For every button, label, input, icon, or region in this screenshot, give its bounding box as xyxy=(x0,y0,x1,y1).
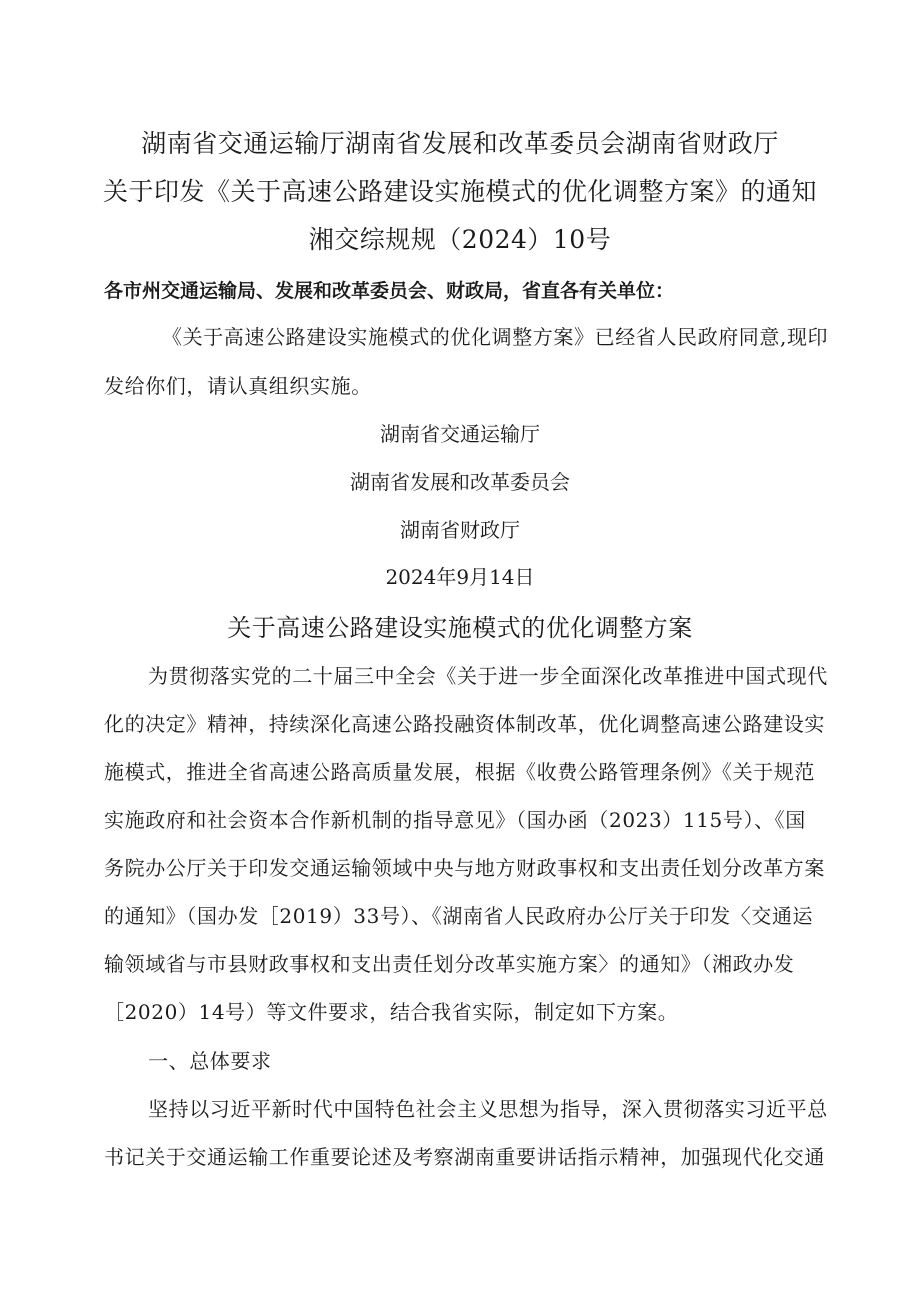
plan-paragraph-line: 输领域省与市县财政事权和支出责任划分改革实施方案〉的通知》（湘政办发 xyxy=(104,952,795,976)
plan-paragraph-line: 施模式，推进全省高速公路高质量发展，根据《收费公路管理条例》《关于规范 xyxy=(104,760,815,784)
plan-paragraph-line: 为贯彻落实党的二十届三中全会《关于进一步全面深化改革推进中国式现代 xyxy=(148,664,828,688)
plan-paragraph-line: 化的决定》精神，持续深化高速公路投融资体制改革，优化调整高速公路建设实 xyxy=(104,712,825,736)
notice-body-line2: 发给你们，请认真组织实施。 xyxy=(104,374,372,398)
addressee: 各市州交通运输局、发展和改革委员会、财政局，省直各有关单位： xyxy=(104,280,675,302)
document-title-line1: 湖南省交通运输厅湖南省发展和改革委员会湖南省财政厅 xyxy=(141,129,779,158)
issue-date: 2024年9月14日 xyxy=(385,565,535,589)
section-heading-overall-requirements: 一、总体要求 xyxy=(148,1049,272,1073)
document-number: 湘交综规规（2024）10号 xyxy=(308,225,612,254)
document-title-line2: 关于印发《关于高速公路建设实施模式的优化调整方案》的通知 xyxy=(102,177,817,206)
plan-title: 关于高速公路建设实施模式的优化调整方案 xyxy=(227,614,693,642)
notice-body-line1: 《关于高速公路建设实施模式的优化调整方案》已经省人民政府同意,现印 xyxy=(162,325,829,349)
plan-paragraph-line: 书记关于交通运输工作重要论述及考察湖南重要讲话指示精神，加强现代化交通 xyxy=(104,1145,825,1169)
plan-paragraph-line: 坚持以习近平新时代中国特色社会主义思想为指导，深入贯彻落实习近平总 xyxy=(148,1097,828,1121)
issuer-transport-dept: 湖南省交通运输厅 xyxy=(380,422,540,446)
issuer-development-commission: 湖南省发展和改革委员会 xyxy=(350,470,570,494)
plan-paragraph-line: 务院办公厅关于印发交通运输领域中央与地方财政事权和支出责任划分改革方案 xyxy=(104,856,825,880)
plan-paragraph-line: 的通知》（国办发［2019）33号）、《湖南省人民政府办公厅关于印发〈交通运 xyxy=(104,904,814,928)
issuer-finance-dept: 湖南省财政厅 xyxy=(400,518,520,542)
plan-paragraph-line: 实施政府和社会资本合作新机制的指导意见》（国办函（2023）115号）、《国 xyxy=(104,808,806,832)
plan-paragraph-line: ［2020）14号）等文件要求，结合我省实际，制定如下方案。 xyxy=(104,1000,679,1024)
